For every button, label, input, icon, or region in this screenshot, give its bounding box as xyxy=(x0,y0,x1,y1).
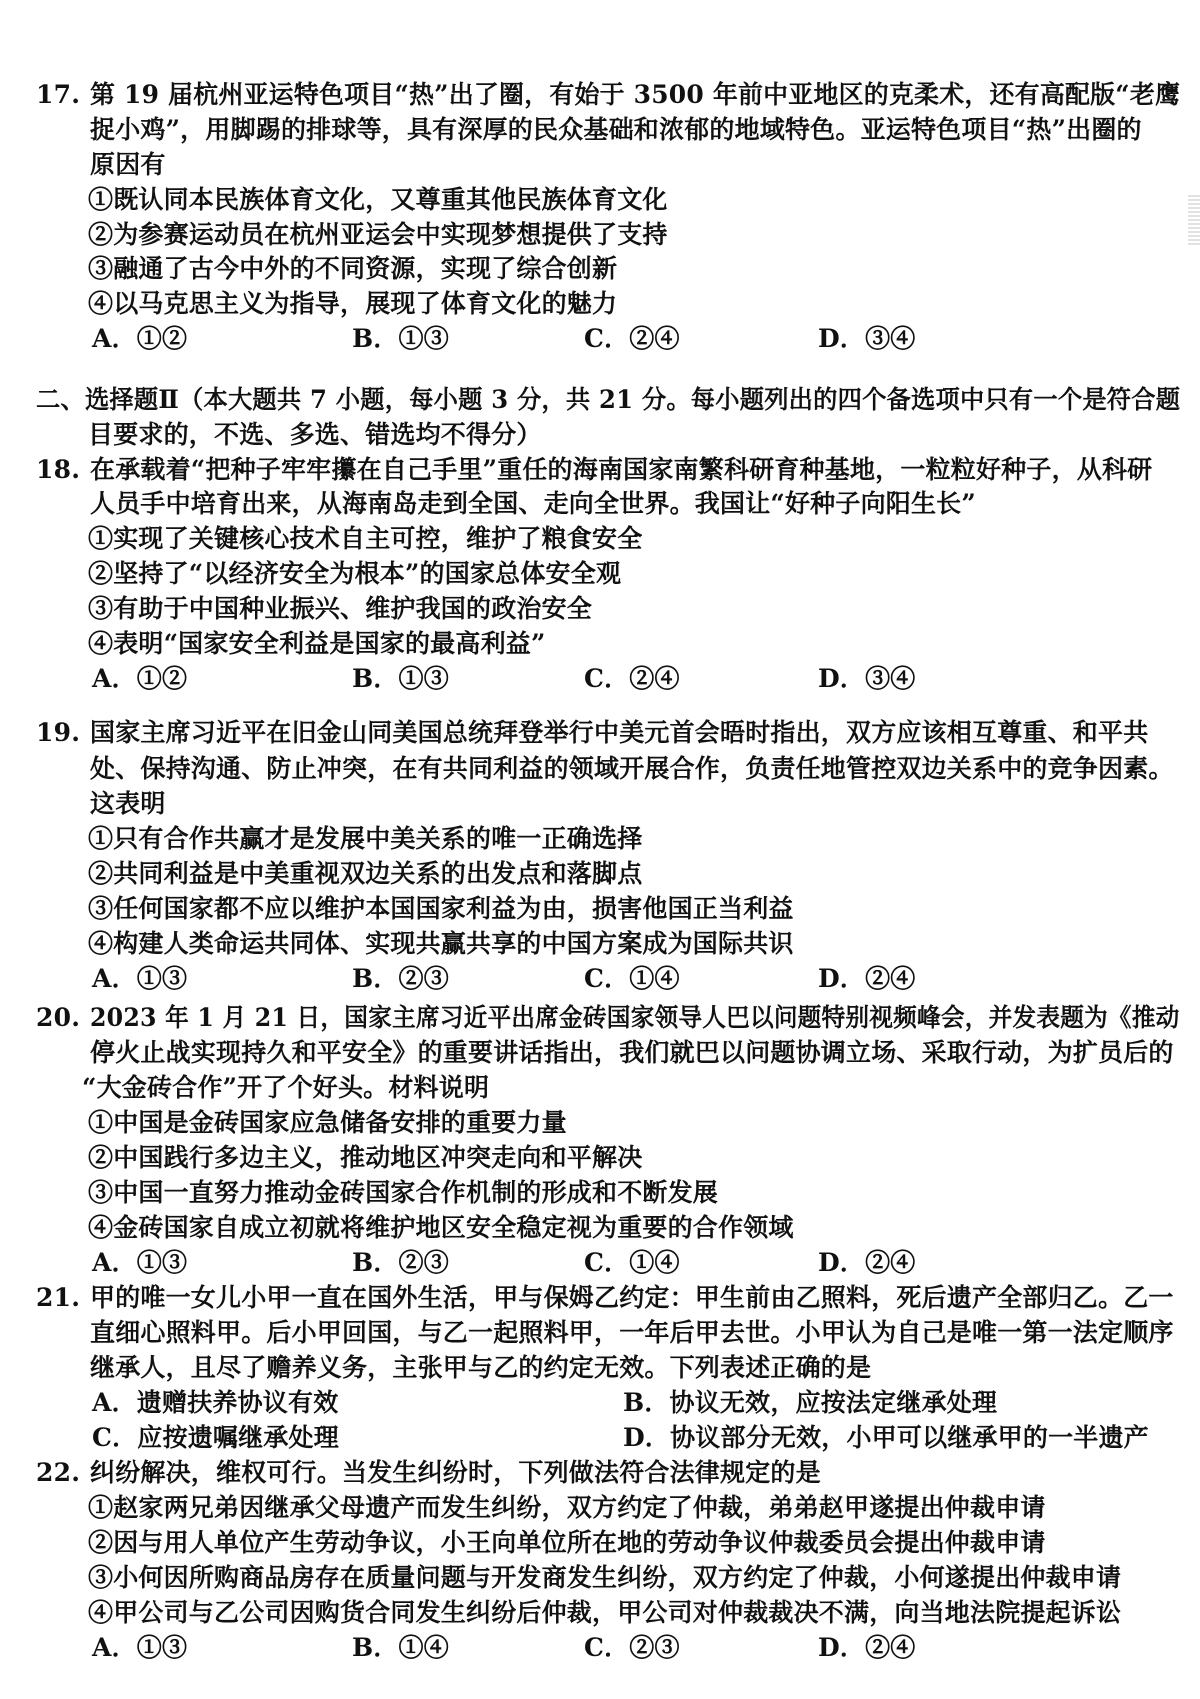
section-title-line: 目要求的，不选、多选、错选均不得分） xyxy=(88,420,542,449)
answer-option-b: B．①④ xyxy=(352,1633,449,1662)
answer-option-d: D．②④ xyxy=(818,1248,916,1277)
statement-item: ①中国是金砖国家应急储备安排的重要力量 xyxy=(88,1108,567,1137)
answer-option-d: D．协议部分无效，小甲可以继承甲的一半遗产 xyxy=(623,1423,1149,1452)
answer-option-b: B．协议无效，应按法定继承处理 xyxy=(623,1388,998,1417)
answer-option-a: A．①③ xyxy=(92,964,188,993)
answer-option-a: A．遗赠扶养协议有效 xyxy=(92,1388,339,1417)
statement-item: ④甲公司与乙公司因购货合同发生纠纷后仲裁，甲公司对仲裁裁决不满，向当地法院提起诉讼 xyxy=(88,1598,1122,1627)
statement-item: ①只有合作共赢才是发展中美关系的唯一正确选择 xyxy=(88,824,643,853)
statement-item: ③任何国家都不应以维护本国国家利益为由，损害他国正当利益 xyxy=(88,894,794,923)
statement-item: ②为参赛运动员在杭州亚运会中实现梦想提供了支持 xyxy=(88,220,668,249)
question-stem-line: 直细心照料甲。后小甲回国，与乙一起照料甲，一年后甲去世。小甲认为自己是唯一第一法定顺序 xyxy=(90,1318,1174,1347)
question-stem-line: 停火止战实现持久和平安全》的重要讲话指出，我们就巴以问题协调立场、采取行动，为扩员后的 xyxy=(90,1038,1174,1067)
question-stem-line: 这表明 xyxy=(90,789,166,818)
answer-option-a: A．①② xyxy=(92,324,188,353)
statement-item: ①实现了关键核心技术自主可控，维护了粮食安全 xyxy=(88,524,643,553)
question-stem-line: “大金砖合作”开了个好头。材料说明 xyxy=(82,1073,490,1102)
answer-option-b: B．①③ xyxy=(352,324,449,353)
answer-option-a: A．①③ xyxy=(92,1248,188,1277)
answer-option-c: C．应按遗嘱继承处理 xyxy=(92,1423,339,1452)
question-number: 17. xyxy=(36,80,81,109)
answer-option-a: A．①② xyxy=(92,664,188,693)
question-number: 19. xyxy=(36,718,81,747)
statement-item: ④构建人类命运共同体、实现共赢共享的中国方案成为国际共识 xyxy=(88,929,794,958)
answer-option-d: D．②④ xyxy=(818,964,916,993)
statement-item: ③融通了古今中外的不同资源，实现了综合创新 xyxy=(88,254,618,283)
question-stem-line: 继承人，且尽了赡养义务，主张甲与乙的约定无效。下列表述正确的是 xyxy=(90,1353,872,1382)
answer-option-b: B．①③ xyxy=(352,664,449,693)
statement-item: ②因与用人单位产生劳动争议，小王向单位所在地的劳动争议仲裁委员会提出仲裁申请 xyxy=(88,1528,1046,1557)
answer-option-d: D．③④ xyxy=(818,664,916,693)
question-number: 20. xyxy=(36,1003,81,1032)
statement-item: ②坚持了“以经济安全为根本”的国家总体安全观 xyxy=(88,559,622,588)
question-stem-line: 人员手中培育出来，从海南岛走到全国、走向全世界。我国让“好种子向阳生长” xyxy=(90,489,976,518)
question-stem-line: 在承载着“把种子牢牢攥在自己手里”重任的海南国家南繁科研育种基地，一粒粒好种子，从科研 xyxy=(90,455,1153,484)
answer-option-c: C．②④ xyxy=(584,664,680,693)
answer-option-d: D．③④ xyxy=(818,324,916,353)
statement-item: ④以马克思主义为指导，展现了体育文化的魅力 xyxy=(88,289,618,318)
answer-option-b: B．②③ xyxy=(352,964,449,993)
question-number: 21. xyxy=(36,1283,81,1312)
scan-edge-shadow xyxy=(1188,195,1200,245)
answer-option-c: C．②④ xyxy=(584,324,680,353)
answer-option-c: C．②③ xyxy=(584,1633,680,1662)
question-stem-line: 国家主席习近平在旧金山同美国总统拜登举行中美元首会晤时指出，双方应该相互尊重、和平共 xyxy=(90,718,1149,747)
statement-item: ③中国一直努力推动金砖国家合作机制的形成和不断发展 xyxy=(88,1178,719,1207)
section-title-line: 二、选择题Ⅱ（本大题共 7 小题，每小题 3 分，共 21 分。每小题列出的四个备选项中只有一个是符合题 xyxy=(36,385,1181,414)
answer-option-c: C．①④ xyxy=(584,964,680,993)
question-number: 18. xyxy=(36,455,81,484)
statement-item: ④金砖国家自成立初就将维护地区安全稳定视为重要的合作领域 xyxy=(88,1213,794,1242)
statement-item: ①既认同本民族体育文化，又尊重其他民族体育文化 xyxy=(88,185,668,214)
answer-option-a: A．①③ xyxy=(92,1633,188,1662)
answer-option-d: D．②④ xyxy=(818,1633,916,1662)
question-stem-line: 2023 年 1 月 21 日，国家主席习近平出席金砖国家领导人巴以问题特别视频峰会，并发表题为《推动 xyxy=(90,1003,1180,1032)
question-stem-line: 原因有 xyxy=(90,150,166,179)
question-stem-line: 处、保持沟通、防止冲突，在有共同利益的领域开展合作，负责任地管控双边关系中的竞争因素。 xyxy=(90,754,1174,783)
statement-item: ④表明“国家安全利益是国家的最高利益” xyxy=(88,629,546,658)
question-stem-line: 甲的唯一女儿小甲一直在国外生活，甲与保姆乙约定：甲生前由乙照料，死后遗产全部归乙。乙一 xyxy=(90,1283,1174,1312)
question-stem-line: 第 19 届杭州亚运特色项目“热”出了圈，有始于 3500 年前中亚地区的克柔术，还有高配版“老鹰 xyxy=(90,80,1181,109)
statement-item: ①赵家两兄弟因继承父母遗产而发生纠纷，双方约定了仲裁，弟弟赵甲遂提出仲裁申请 xyxy=(88,1493,1046,1522)
answer-option-b: B．②③ xyxy=(352,1248,449,1277)
statement-item: ③有助于中国种业振兴、维护我国的政治安全 xyxy=(88,594,593,623)
answer-option-c: C．①④ xyxy=(584,1248,680,1277)
statement-item: ③小何因所购商品房存在质量问题与开发商发生纠纷，双方约定了仲裁，小何遂提出仲裁申请 xyxy=(88,1563,1122,1592)
statement-item: ②共同利益是中美重视双边关系的出发点和落脚点 xyxy=(88,859,643,888)
statement-item: ②中国践行多边主义，推动地区冲突走向和平解决 xyxy=(88,1143,643,1172)
question-stem-line: 捉小鸡”，用脚踢的排球等，具有深厚的民众基础和浓郁的地域特色。亚运特色项目“热”出圈的 xyxy=(90,115,1142,144)
question-stem-line: 纠纷解决，维权可行。当发生纠纷时，下列做法符合法律规定的是 xyxy=(90,1458,821,1487)
question-number: 22. xyxy=(36,1458,81,1487)
